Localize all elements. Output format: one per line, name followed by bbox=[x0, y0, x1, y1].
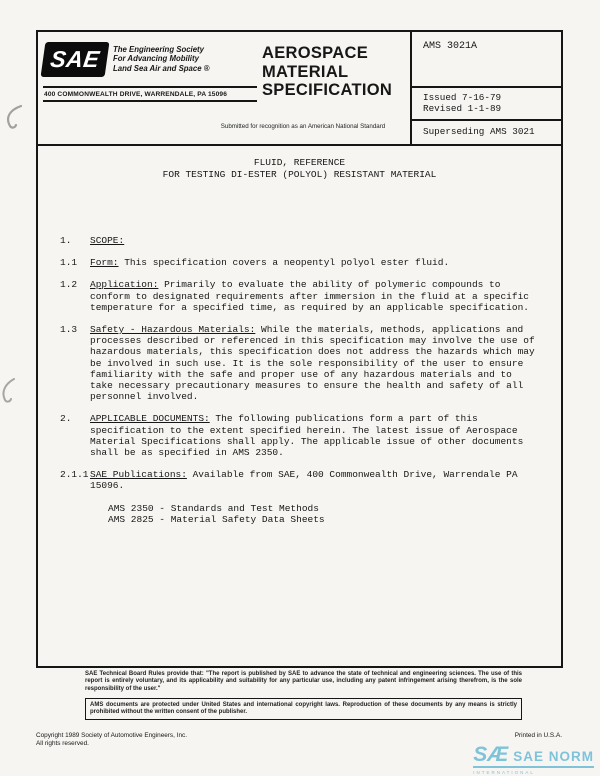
document-reference: AMS 2825 - Material Safety Data Sheets bbox=[108, 513, 325, 525]
copyright-line: Copyright 1989 Society of Automotive Engineers, Inc. bbox=[36, 732, 187, 740]
technical-board-rules-notice: SAE Technical Board Rules provide that: "The report is published by SAE to advance the state of technical and engineering sciences. The use of this report is entirely voluntary, and its applicability and suitability for any particular use, including any patent infringement arising therefrom, is the sole responsibility of the user." bbox=[85, 671, 522, 692]
sae-norm-subtext: INTERNATIONAL bbox=[473, 769, 535, 775]
superseding-note: Superseding AMS 3021 bbox=[412, 119, 561, 144]
section-label: APPLICABLE DOCUMENTS: bbox=[90, 413, 210, 425]
sae-logo bbox=[41, 42, 110, 77]
specification-type-title bbox=[262, 44, 392, 100]
section-number: 1.3 bbox=[60, 324, 78, 336]
document-body bbox=[60, 235, 536, 525]
section-text: Available from SAE, 400 Commonwealth Drive, Warrendale PA 15096. bbox=[90, 469, 518, 492]
section-text: This specification covers a neopentyl polyol ester fluid. bbox=[124, 257, 450, 269]
document-id-box bbox=[410, 32, 561, 144]
section-text: The following publications form a part of this specification to the extent specified herein. The latest issue of Aerospace Material Specifications shall apply. The applicable issue of other documents shall be as specified in AMS 2350. bbox=[90, 413, 524, 459]
document-footer bbox=[36, 671, 564, 748]
issue-revision-dates bbox=[412, 86, 561, 119]
spec-title-line: MATERIAL bbox=[262, 62, 349, 81]
section-text: While the materials, methods, applications and processes described or referenced in this specification may involve the use of hazardous materials, this specification does not address the hazards which may be involved in such use. It is the sole responsibility of the user to ensure familiarity with the safe and proper use of any hazardous materials and to take necessary precautionary measures to ensure the health and safety of all personnel involved. bbox=[90, 324, 535, 403]
section-sae-publications bbox=[60, 469, 536, 491]
pencil-mark bbox=[1, 103, 27, 131]
document-frame bbox=[36, 30, 563, 668]
section-label: Safety - Hazardous Materials: bbox=[90, 324, 256, 336]
sae-norm-row bbox=[473, 745, 594, 768]
sae-norm-watermark bbox=[473, 745, 594, 775]
title-line-1: FLUID, REFERENCE bbox=[253, 157, 346, 168]
spec-title-line: SPECIFICATION bbox=[262, 81, 393, 99]
printed-in-usa-note: Printed in U.S.A. bbox=[514, 732, 562, 740]
sae-logo-text: SAE bbox=[48, 46, 102, 72]
sae-norm-glyph-icon: SÆ bbox=[473, 743, 509, 766]
ansi-submission-note: Submitted for recognition as an American National Standard bbox=[220, 123, 386, 130]
section-application bbox=[60, 279, 536, 313]
section-number: 2. bbox=[60, 413, 72, 425]
title-line-2: FOR TESTING DI-ESTER (POLYOL) RESISTANT MATERIAL bbox=[162, 169, 437, 180]
section-number: 2.1.1 bbox=[60, 469, 89, 481]
publisher-address: 400 COMMONWEALTH DRIVE, WARRENDALE, PA 15096 bbox=[43, 86, 257, 102]
section-label: Form: bbox=[90, 257, 119, 269]
copyright-protection-notice: AMS documents are protected under United States and international copyright laws. Reproduction of these documents by any means is strictly prohibited without the written consent of the publisher. bbox=[85, 698, 522, 720]
sae-tagline bbox=[113, 42, 209, 73]
pencil-mark bbox=[0, 377, 20, 405]
rights-reserved-line: All rights reserved. bbox=[36, 740, 89, 748]
tagline-line: Land Sea Air and Space ® bbox=[113, 63, 210, 73]
section-form bbox=[60, 257, 536, 268]
document-title bbox=[38, 157, 561, 181]
document-header bbox=[38, 32, 561, 146]
sae-norm-text: SAE NORM bbox=[513, 749, 594, 764]
section-label: Application: bbox=[90, 279, 159, 291]
section-number: 1.1 bbox=[60, 257, 78, 269]
document-reference: AMS 2350 - Standards and Test Methods bbox=[108, 502, 319, 514]
section-text: Primarily to evaluate the ability of polymeric compounds to conform to designated requirements after immersion in the fluid at a specific temperature for a specified time, as required by an applicable specification. bbox=[90, 279, 529, 313]
tagline-line: The Engineering Society bbox=[113, 45, 204, 54]
revised-date: Revised 1-1-89 bbox=[423, 103, 502, 114]
copyright-block bbox=[36, 732, 187, 748]
section-label: SCOPE: bbox=[90, 235, 125, 246]
section-number: 1.2 bbox=[60, 279, 78, 291]
section-scope bbox=[60, 235, 536, 246]
referenced-documents-list bbox=[108, 503, 536, 525]
section-safety bbox=[60, 324, 536, 402]
spec-title-line: AEROSPACE bbox=[262, 44, 368, 62]
section-label: SAE Publications: bbox=[90, 469, 187, 481]
section-number: 1. bbox=[60, 235, 72, 246]
section-applicable-documents bbox=[60, 413, 536, 458]
issued-date: Issued 7-16-79 bbox=[423, 92, 502, 103]
publisher-block bbox=[43, 42, 259, 102]
document-number: AMS 3021A bbox=[423, 41, 478, 52]
tagline-line: For Advancing Mobility bbox=[113, 54, 199, 64]
